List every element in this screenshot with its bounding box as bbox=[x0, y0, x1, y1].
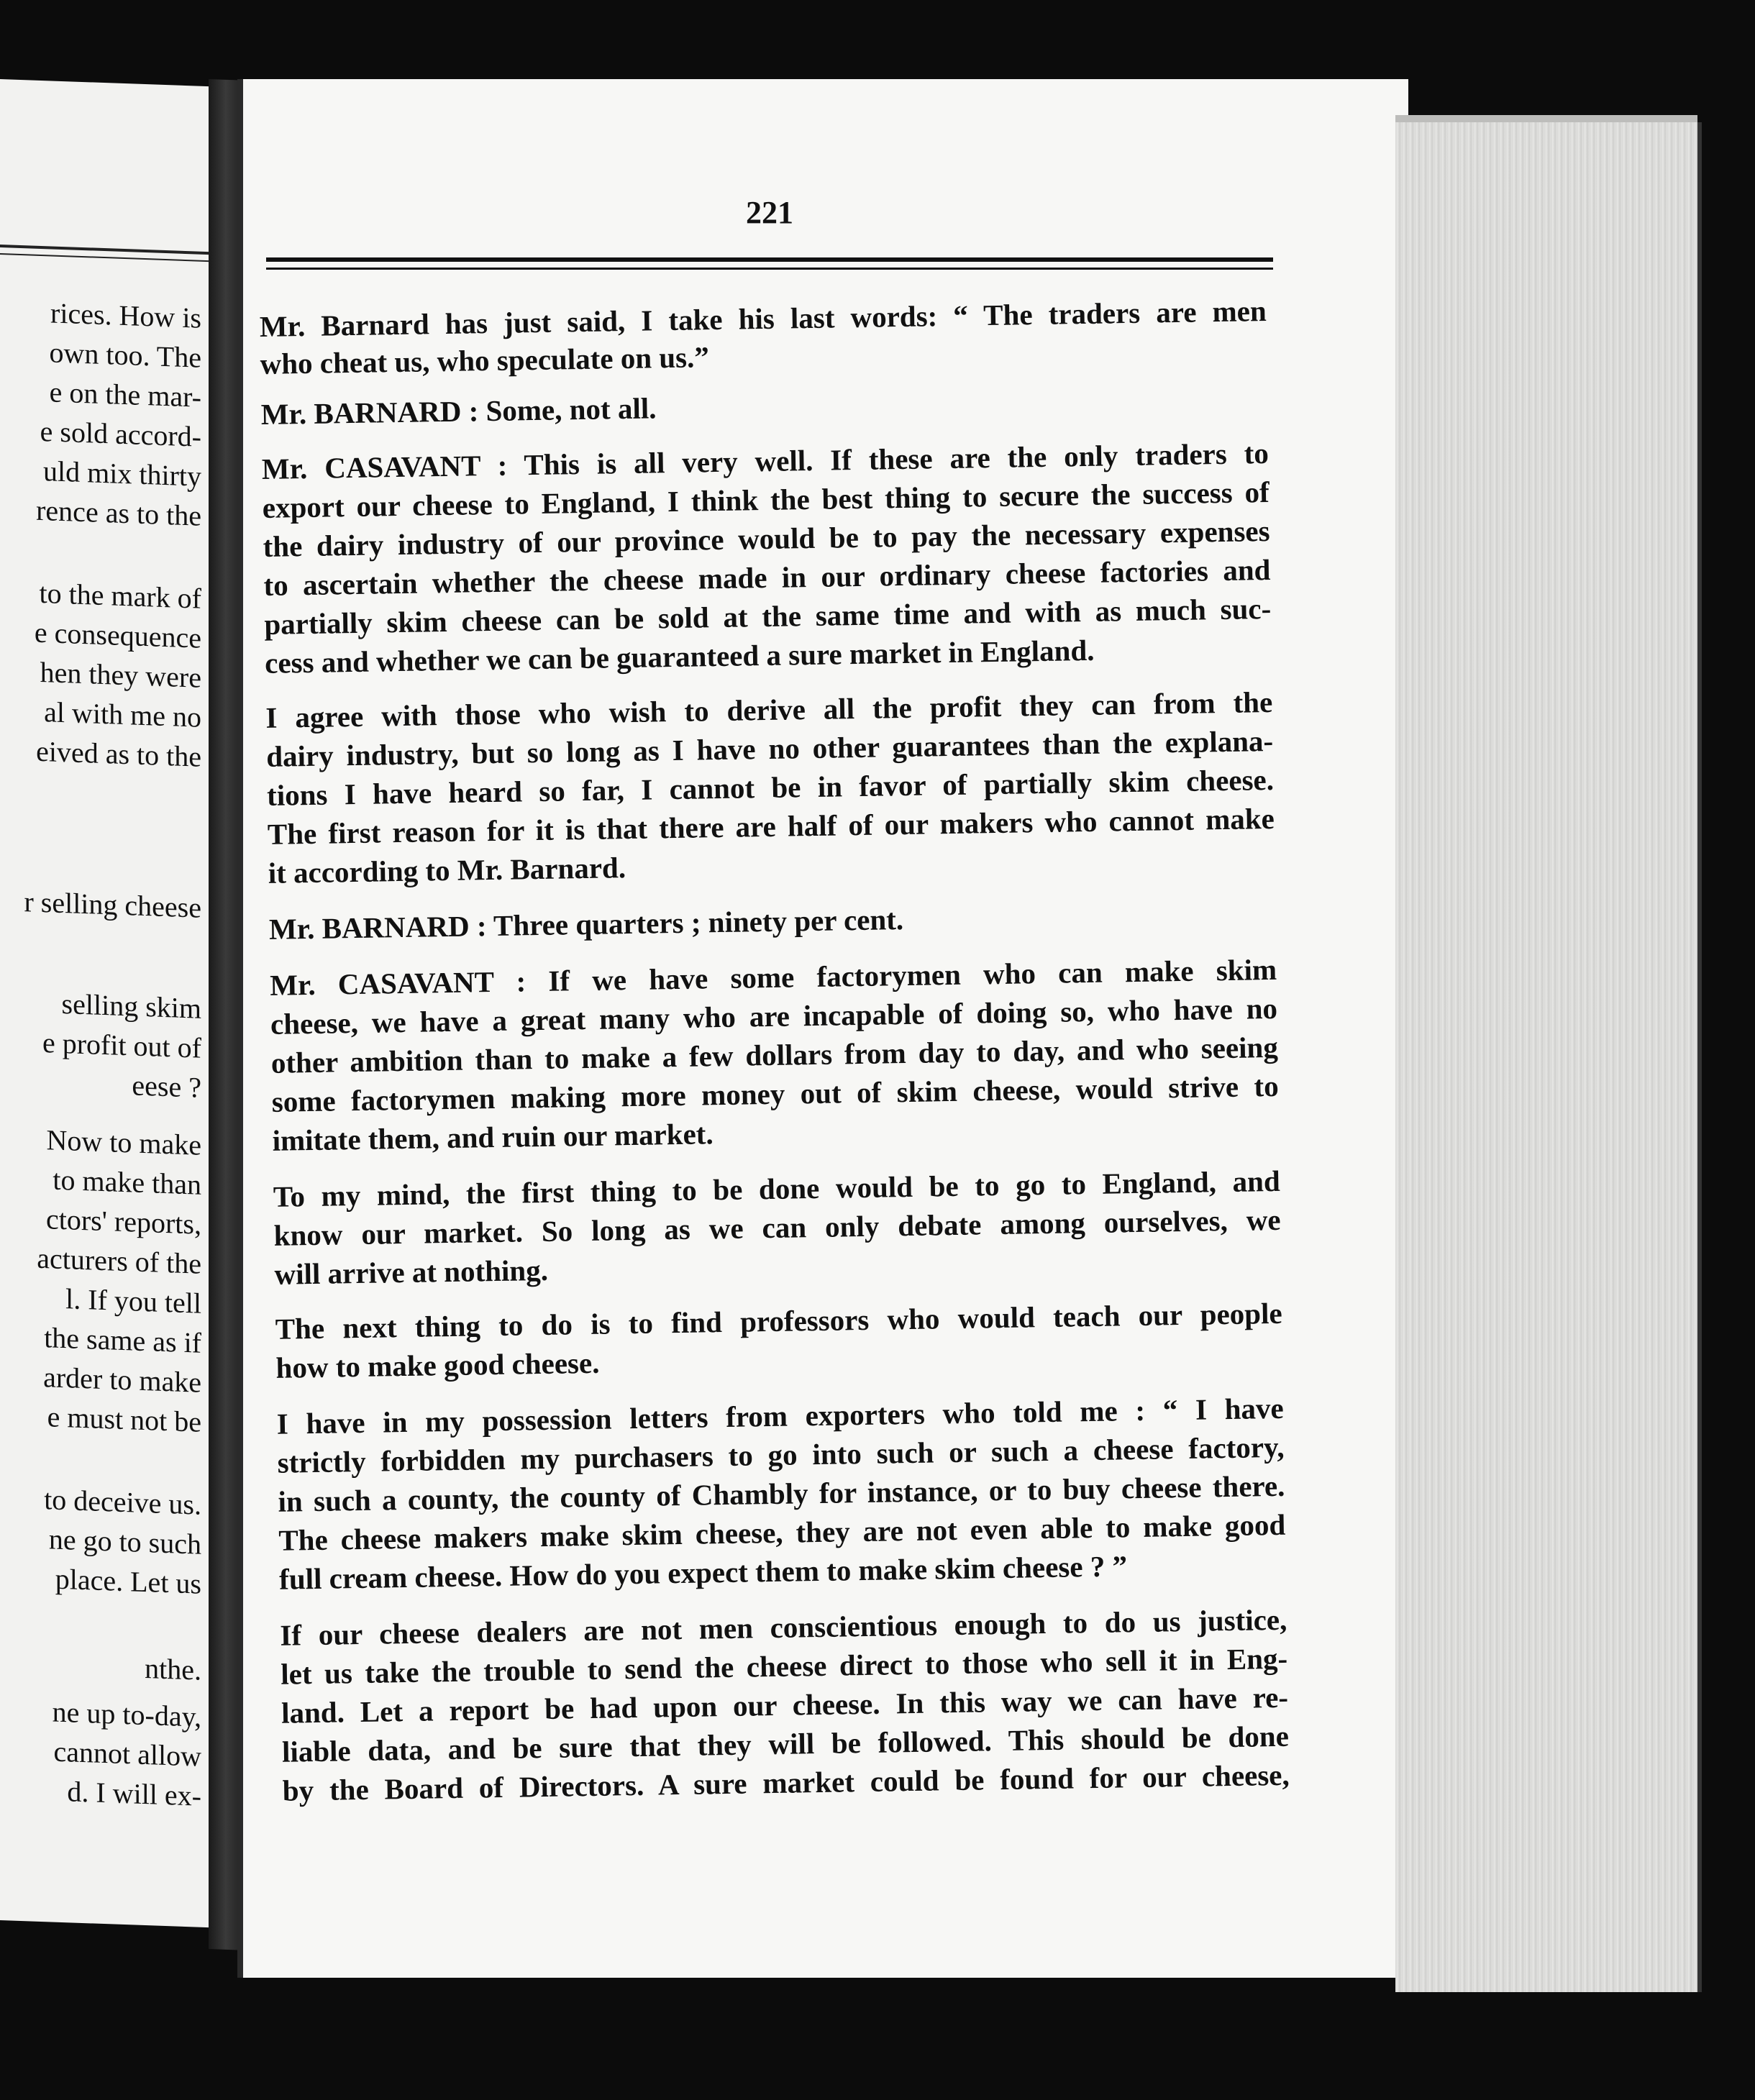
left-page-line: al with me no bbox=[44, 695, 201, 734]
speaker-line: Mr. BARNARD : Three quarters ; ninety per cent. bbox=[268, 903, 904, 946]
text-line: know our market. So long as we can only debate among ourselves, we bbox=[273, 1202, 1281, 1252]
left-page-line: r selling cheese bbox=[24, 885, 201, 924]
text-line: tions I have heard so far, I cannot be in favor of partially skim cheese. bbox=[266, 762, 1275, 812]
text-line: strictly forbidden my purchasers to go into such or such a cheese factory, bbox=[277, 1430, 1285, 1479]
text-line: imitate them, and ruin our market. bbox=[272, 1117, 714, 1157]
left-page-line: e sold accord- bbox=[40, 414, 201, 453]
left-page-line: the same as if bbox=[44, 1321, 201, 1359]
left-page-line: uld mix thirty bbox=[43, 455, 201, 493]
text-line: The cheese makers make skim cheese, they are not even able to make good bbox=[278, 1507, 1286, 1557]
left-page-line: hen they were bbox=[40, 655, 201, 694]
left-page-rule bbox=[0, 253, 209, 262]
left-page-line: own too. The bbox=[49, 336, 201, 374]
text-line: dairy industry, but so long as I have no other guarantees than the explana- bbox=[265, 723, 1274, 773]
speaker-line: Mr. CASAVANT : If we have some factorymen who can make skim bbox=[269, 952, 1277, 1002]
text-line: To my mind, the first thing to be done would be to go to England, and bbox=[273, 1164, 1281, 1213]
text-line: cheese, we have a great many who are incapable of doing so, who have no bbox=[270, 991, 1278, 1041]
text-line: in such a county, the county of Chambly for instance, or to buy cheese there. bbox=[278, 1469, 1285, 1518]
left-page-line: e profit out of bbox=[42, 1026, 201, 1064]
text-line: partially skim cheese can be sold at the same time and with as much suc- bbox=[263, 591, 1272, 641]
left-page-line: acturers of the bbox=[37, 1241, 201, 1280]
left-page-line: cannot allow bbox=[53, 1735, 201, 1773]
speaker-line: Mr. CASAVANT : This is all very well. If these are the only traders to bbox=[261, 436, 1269, 485]
left-page-line: eese ? bbox=[132, 1069, 201, 1104]
text-line: land. Let a report be had upon our cheese. In this way we can have re- bbox=[281, 1680, 1289, 1730]
page-block-edge bbox=[1395, 122, 1702, 1992]
text-line: to ascertain whether the cheese made in our ordinary cheese factories and bbox=[263, 552, 1271, 602]
header-rule bbox=[266, 268, 1273, 270]
speaker-line: Mr. BARNARD : Some, not all. bbox=[260, 391, 657, 431]
left-page-line: l. If you tell bbox=[65, 1282, 201, 1320]
text-line: how to make good cheese. bbox=[275, 1346, 600, 1384]
text-line: If our cheese dealers are not men conscientious enough to do us justice, bbox=[280, 1602, 1287, 1652]
page-number: 221 bbox=[746, 195, 793, 230]
left-page-line: selling skim bbox=[61, 987, 201, 1025]
text-line: I agree with those who wish to derive all the profit they can from the bbox=[265, 685, 1273, 734]
left-page-line: nthe. bbox=[145, 1652, 201, 1686]
previous-page-edge bbox=[0, 79, 209, 1927]
text-line: will arrive at nothing. bbox=[274, 1253, 549, 1291]
left-page-line: arder to make bbox=[43, 1361, 201, 1399]
left-page-line: to the mark of bbox=[39, 576, 201, 615]
text-line: export our cheese to England, I think the best thing to secure the success of bbox=[262, 475, 1269, 524]
text-line: The first reason for it is that there are half of our makers who cannot make bbox=[267, 801, 1275, 851]
left-page-line: Now to make bbox=[46, 1123, 201, 1161]
text-line: it according to Mr. Barnard. bbox=[268, 851, 626, 890]
text-line: liable data, and be sure that they will be followed. This should be done bbox=[281, 1719, 1290, 1768]
left-page-line: to deceive us. bbox=[44, 1483, 201, 1521]
text-line: full cream cheese. How do you expect them to make skim cheese ? ” bbox=[278, 1549, 1128, 1596]
left-page-line: rices. How is bbox=[50, 296, 201, 334]
left-page-line: ctors' reports, bbox=[45, 1202, 201, 1241]
text-line: the dairy industry of our province would be to pay the necessary expenses bbox=[263, 513, 1270, 563]
text-line: who cheat us, who speculate on us.” bbox=[260, 340, 710, 380]
text-line: cess and whether we can be guaranteed a sure market in England. bbox=[264, 633, 1095, 680]
text-line: some factorymen making more money out of skim cheese, would strive to bbox=[271, 1069, 1279, 1118]
text-line: The next thing to do is to find professors who would teach our people bbox=[275, 1296, 1282, 1346]
left-page-text bbox=[0, 295, 201, 1812]
left-page-line: place. Let us bbox=[55, 1562, 201, 1600]
left-page-line: d. I will ex- bbox=[67, 1775, 201, 1812]
text-line: I have in my possession letters from exporters who told me : “ I have bbox=[276, 1391, 1285, 1441]
header-rule bbox=[266, 257, 1273, 262]
text-line: Mr. Barnard has just said, I take his last words: “ The traders are men bbox=[259, 294, 1267, 343]
text-line: let us take the trouble to send the cheese direct to those who sell it in Eng- bbox=[280, 1641, 1288, 1691]
left-page-rule bbox=[0, 245, 209, 255]
left-page-line: rence as to the bbox=[36, 493, 201, 532]
left-page-line: to make than bbox=[53, 1163, 201, 1201]
left-page-line: e on the mar- bbox=[49, 375, 201, 414]
text-line: other ambition than to make a few dollars from day to day, and who seeing bbox=[270, 1030, 1279, 1079]
left-page-line: e consequence bbox=[34, 616, 201, 654]
left-page-line: e must not be bbox=[47, 1400, 201, 1438]
left-page-line: ne go to such bbox=[48, 1522, 201, 1561]
text-line: by the Board of Directors. A sure market could be found for our cheese, bbox=[282, 1758, 1290, 1807]
left-page-line: eived as to the bbox=[36, 734, 201, 773]
left-page-line: ne up to-day, bbox=[52, 1695, 201, 1733]
